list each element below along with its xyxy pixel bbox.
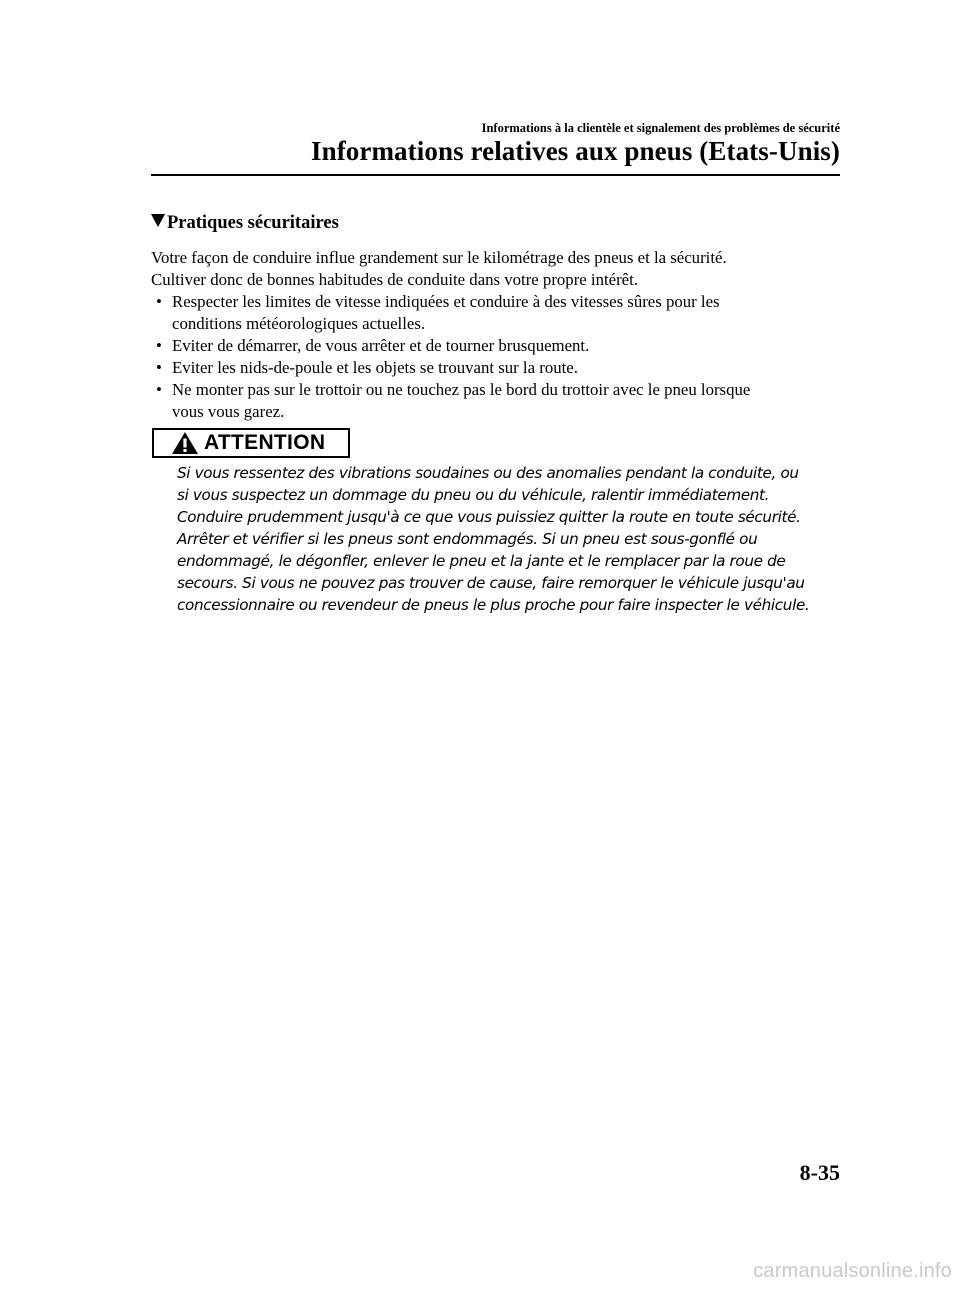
- bullet-icon: •: [156, 292, 162, 311]
- list-item: [151, 335, 851, 357]
- list-item-line: Eviter de démarrer, de vous arrêter et de tourner brusquement.: [172, 336, 590, 355]
- practice-list: [151, 291, 851, 423]
- page-number: 8-35: [799, 1160, 840, 1185]
- bullet-icon: •: [156, 336, 162, 355]
- list-item: [151, 379, 851, 423]
- list-item: [151, 357, 851, 379]
- triangle-down-icon: [151, 214, 165, 227]
- header-subtitle: Informations à la clientèle et signalement des problèmes de sécurité: [481, 121, 840, 135]
- attention-banner: [152, 428, 350, 458]
- bullet-icon: •: [156, 380, 162, 399]
- header-divider: [151, 174, 840, 176]
- attention-text: [177, 462, 847, 616]
- section-heading: [151, 213, 339, 234]
- watermark: carmanualsonline.info: [753, 1260, 952, 1282]
- attention-line: endommagé, le dégonfler, enlever le pneu et la jante et le remplacer par la roue de: [177, 552, 786, 570]
- attention-line: secours. Si vous ne pouvez pas trouver de cause, faire remorquer le véhicule jusqu'au: [177, 574, 805, 592]
- intro-line: Cultiver donc de bonnes habitudes de conduite dans votre propre intérêt.: [151, 270, 638, 289]
- page-title: Informations relatives aux pneus (Etats-Unis): [310, 136, 840, 166]
- attention-line: si vous suspectez un dommage du pneu ou du véhicule, ralentir immédiatement.: [177, 486, 770, 504]
- intro-line: Votre façon de conduire influe grandement sur le kilométrage des pneus et la sécurité.: [151, 248, 727, 267]
- attention-label: ATTENTION: [204, 431, 326, 454]
- attention-line: Arrêter et vérifier si les pneus sont endommagés. Si un pneu est sous-gonflé ou: [177, 530, 758, 548]
- bullet-icon: •: [156, 358, 162, 377]
- list-item-line: vous vous garez.: [172, 402, 285, 421]
- attention-line: Si vous ressentez des vibrations soudaines ou des anomalies pendant la conduite, ou: [177, 464, 799, 482]
- intro-paragraph: [151, 247, 851, 291]
- list-item-line: conditions météorologiques actuelles.: [172, 314, 426, 333]
- list-item-line: Eviter les nids-de-poule et les objets se trouvant sur la route.: [172, 358, 578, 377]
- section-heading-text: Pratiques sécuritaires: [167, 213, 339, 233]
- list-item-line: Ne monter pas sur le trottoir ou ne touchez pas le bord du trottoir avec le pneu lorsque: [172, 380, 751, 399]
- list-item-line: Respecter les limites de vitesse indiquées et conduire à des vitesses sûres pour les: [172, 292, 720, 311]
- attention-line: Conduire prudemment jusqu'à ce que vous puissiez quitter la route en toute sécurité.: [177, 508, 801, 526]
- list-item: [151, 291, 851, 335]
- warning-triangle-icon: [171, 431, 199, 455]
- attention-line: concessionnaire ou revendeur de pneus le plus proche pour faire inspecter le véhicule.: [177, 596, 810, 614]
